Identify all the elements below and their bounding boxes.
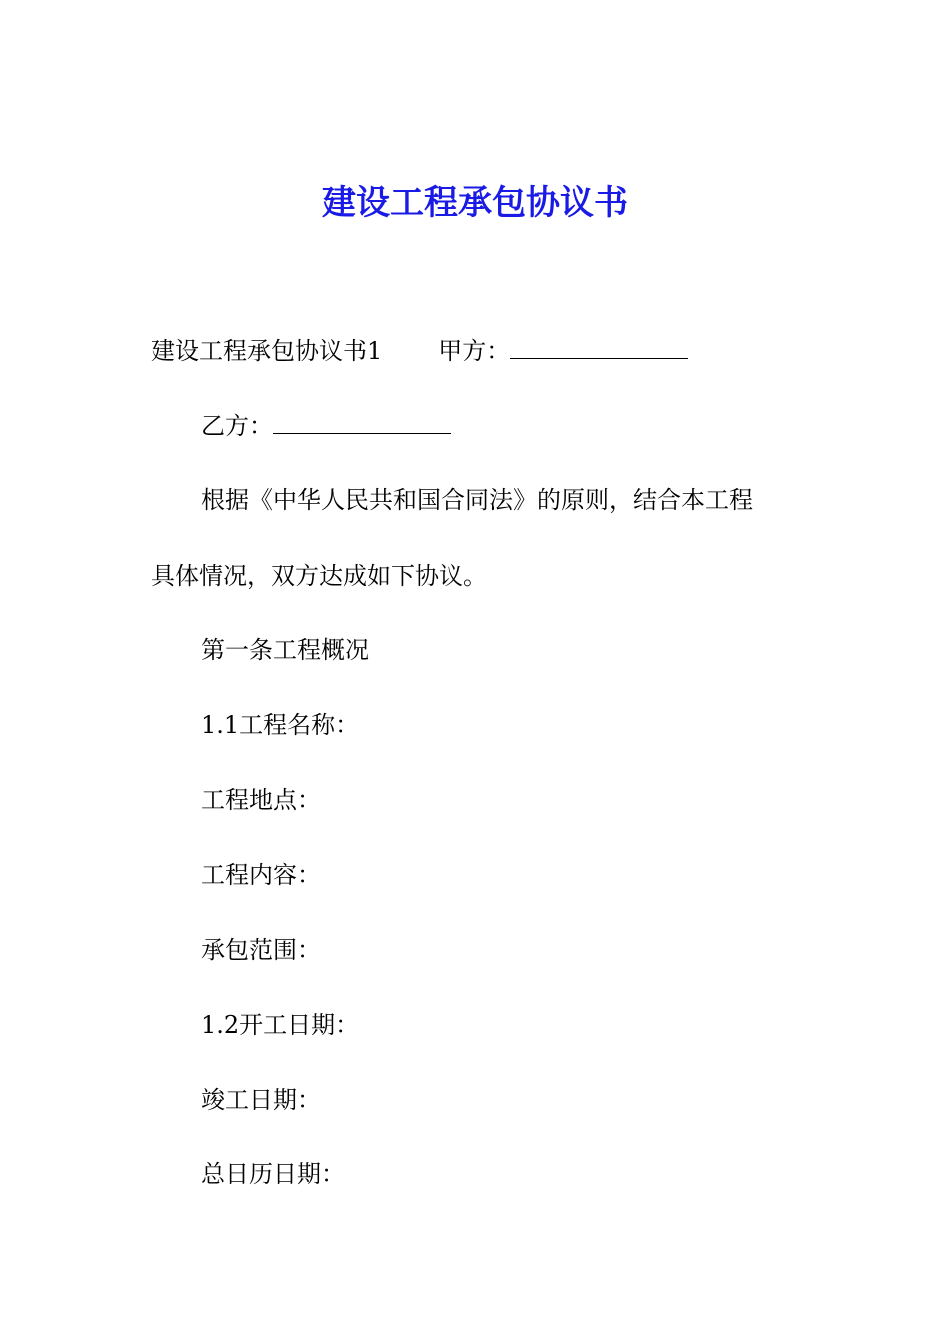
document-title: 建设工程承包协议书 xyxy=(322,183,628,223)
party-b-line xyxy=(201,408,451,444)
field-completion-date: 竣工日期： xyxy=(201,1086,321,1114)
agreement-heading: 建设工程承包协议书1 xyxy=(151,337,383,365)
field-start-date: 1.2开工日期： xyxy=(201,1011,360,1039)
paragraph-1-line-2: 具体情况，双方达成如下协议。 xyxy=(151,562,487,590)
field-total-calendar-days: 总日历日期： xyxy=(201,1160,345,1188)
party-b-label: 乙方： xyxy=(201,412,273,440)
field-project-name: 1.1工程名称： xyxy=(201,711,360,739)
field-project-content: 工程内容： xyxy=(201,861,321,889)
party-a-blank xyxy=(510,334,688,359)
party-a-label: 甲方： xyxy=(438,337,511,365)
field-contract-scope: 承包范围： xyxy=(201,936,321,964)
field-project-location: 工程地点： xyxy=(201,786,321,814)
article-1-heading: 第一条工程概况 xyxy=(201,636,369,664)
party-b-blank xyxy=(273,409,451,434)
intro-line xyxy=(151,333,688,369)
paragraph-1-line-1: 根据《中华人民共和国合同法》的原则，结合本工程 xyxy=(201,486,753,514)
